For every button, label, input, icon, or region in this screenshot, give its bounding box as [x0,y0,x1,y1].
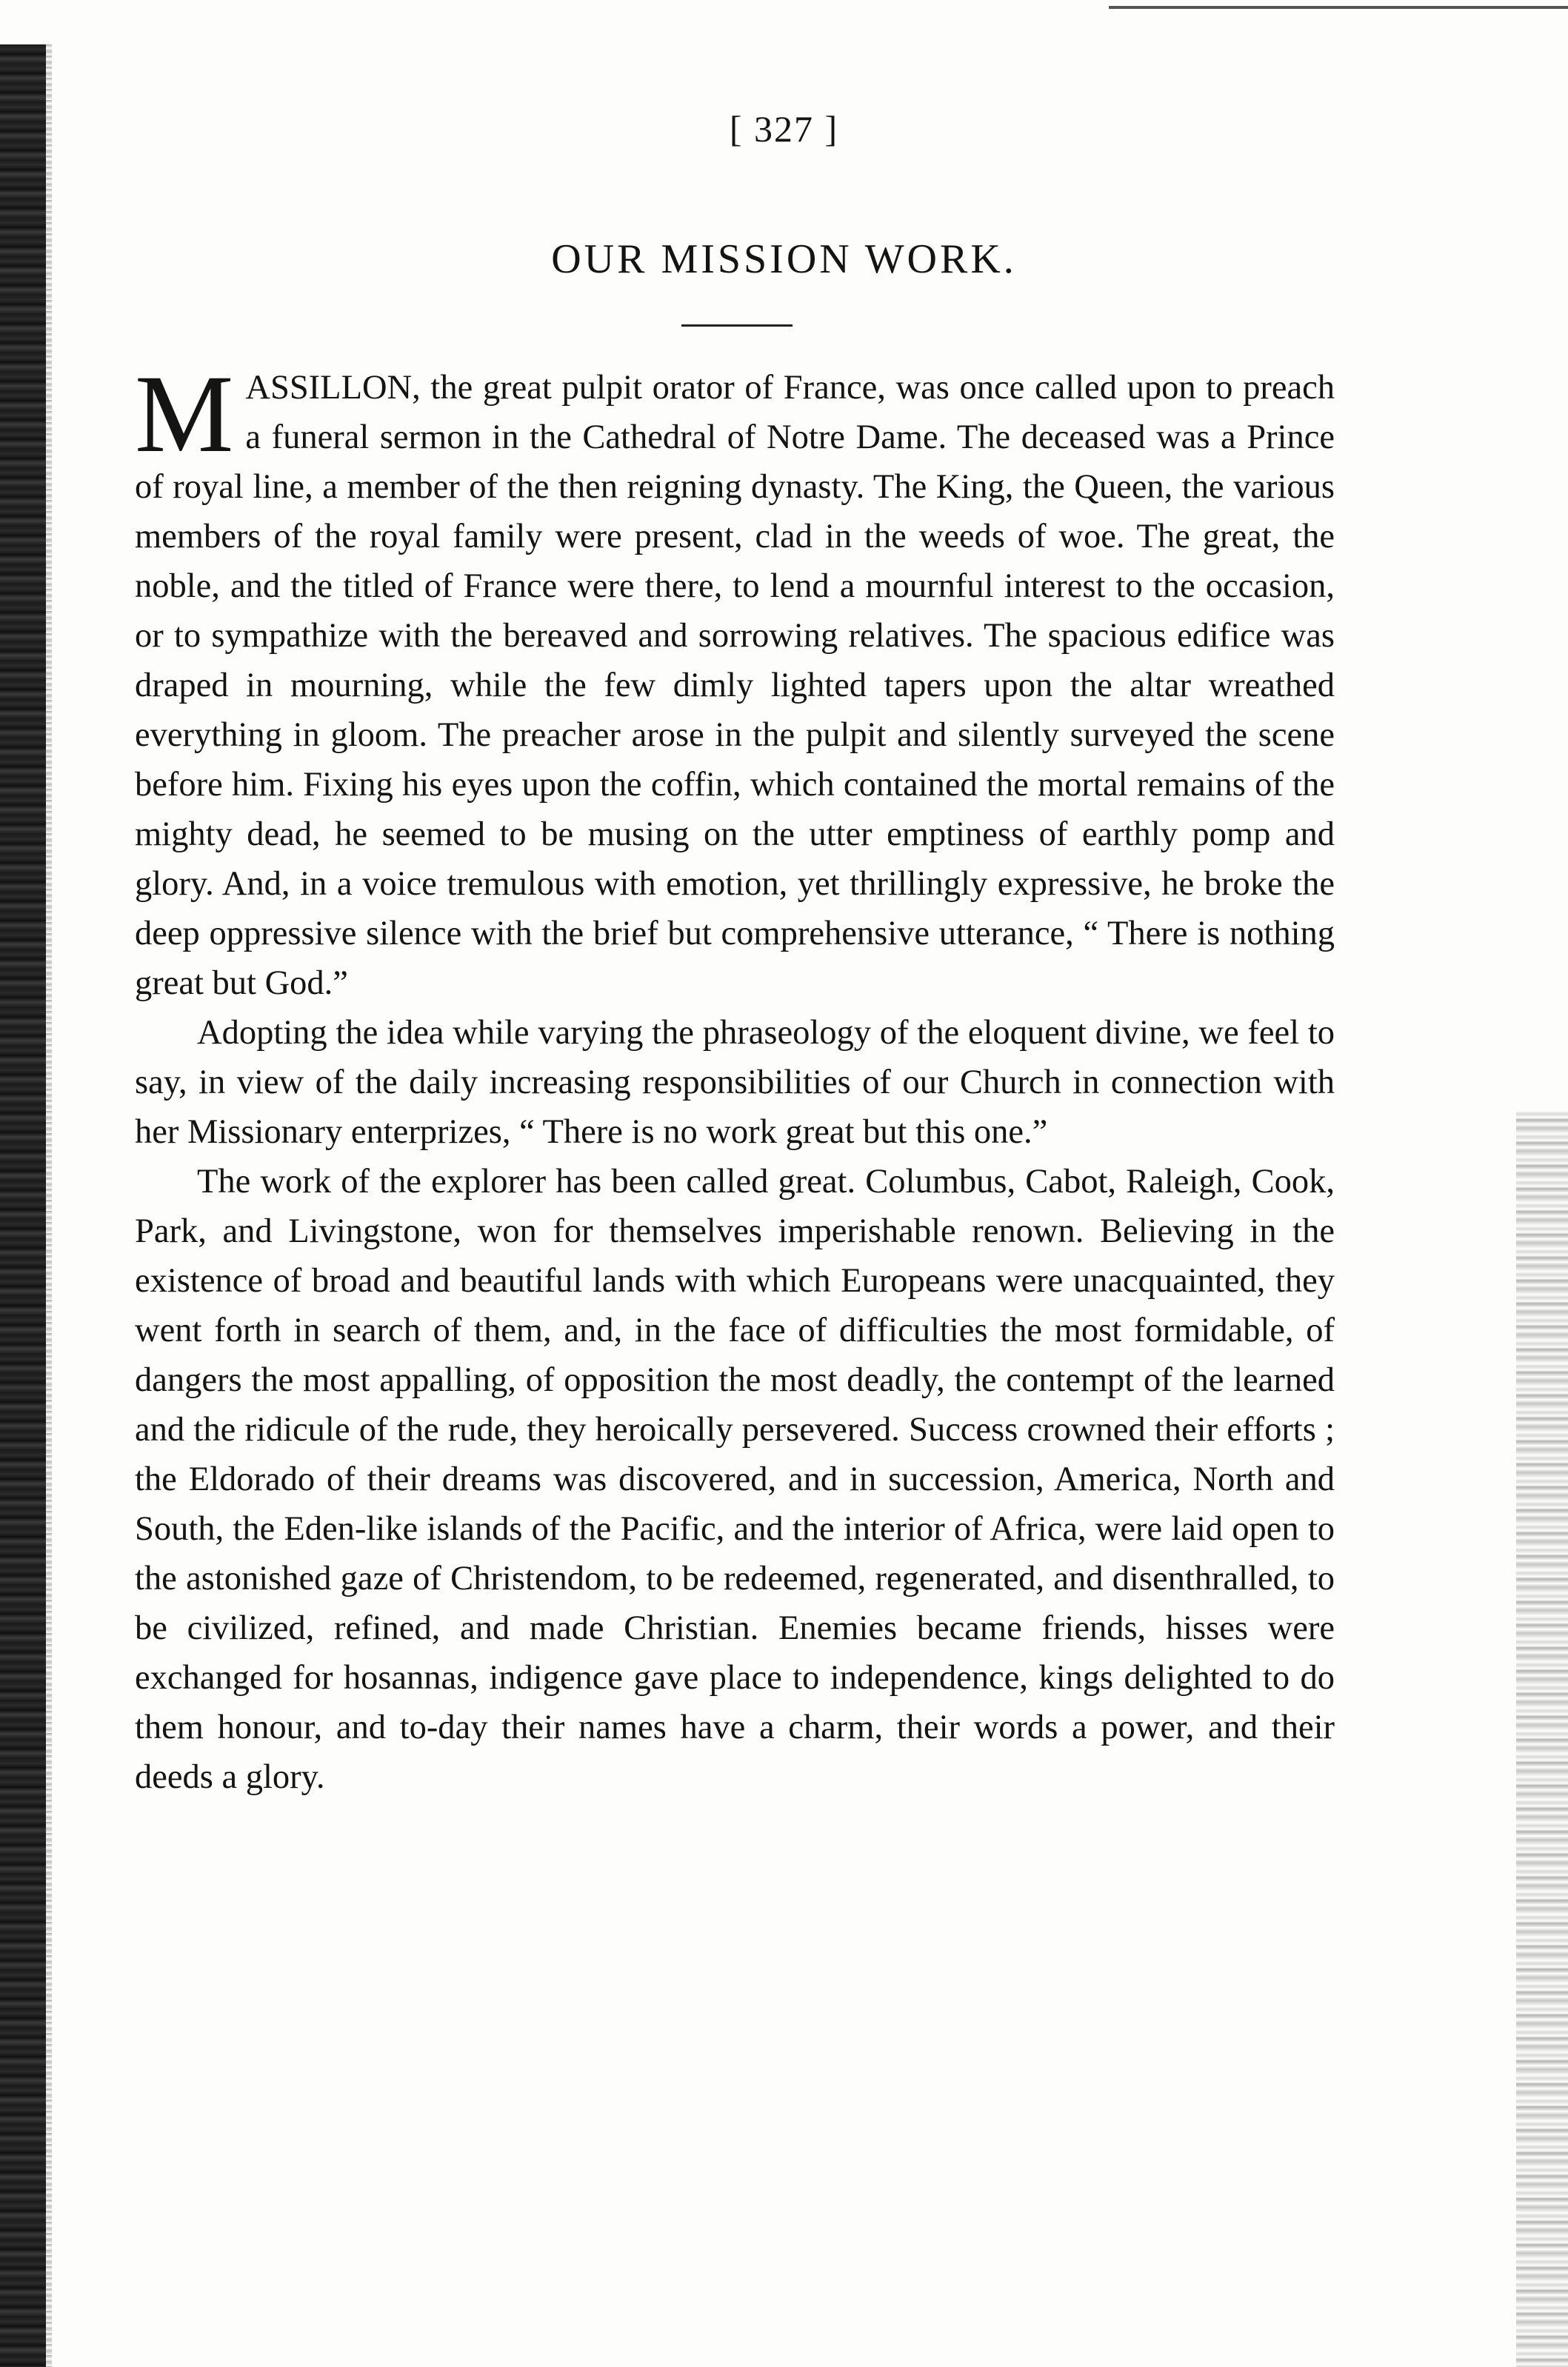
top-edge-line [1109,6,1568,9]
title-divider [681,324,793,327]
paragraph-1-text: ASSILLON, the great pulpit orator of France, was once called upon to preach a funeral sermon in the Cathedral of Notre Dame. The deceased was a Prince of royal line, a member of the then reigning dynasty. The King, the Queen, the various members of the royal family were present, clad in the weeds of woe. The great, the noble, and the titled of France were there, to lend a mournful interest to the occasion, or to sympathize with the bereaved and sorrowing relatives. The spacious edifice was draped in mourning, while the few dimly lighted tapers upon the altar wreathed everything in gloom. The preacher arose in the pulpit and silently surveyed the scene before him. Fixing his eyes upon the coffin, which contained the mortal remains of the mighty dead, he seemed to be musing on the utter emptiness of earthly pomp and glory. And, in a voice tremulous with emotion, yet thrillingly expressive, he broke the deep oppressive silence with the brief but comprehensive utterance, “ There is nothing great but God.” [135,369,1335,1002]
article-title: OUR MISSION WORK. [551,236,1017,282]
drop-cap: M [135,353,234,475]
book-binding-edge [0,44,46,2367]
page-number: [ 327 ] [729,108,839,150]
page-edge-speckle [1516,1111,1568,2367]
article-body [135,353,1335,1802]
paragraph-2: Adopting the idea while varying the phraseology of the eloquent divine, we feel to say, in view of the daily increasing responsibilities of our Church in connection with her Missionary enterprizes, “ There is no work great but this one.” [135,1014,1335,1151]
paragraph-1 [135,353,1335,1008]
paragraph-3: The work of the explorer has been called great. Columbus, Cabot, Raleigh, Cook, Park, and Livingstone, won for themselves imperishable renown. Believing in the existence of broad and beautiful lands with which Europeans were unacquainted, they went forth in search of them, and, in the face of difficulties the most formidable, of dangers the most appalling, of opposition the most deadly, the contempt of the learned and the ridicule of the rude, they heroically persevered. Success crowned their efforts ; the Eldorado of their dreams was discovered, and in succession, America, North and South, the Eden-like islands of the Pacific, and the interior of Africa, were laid open to the astonished gaze of Christendom, to be redeemed, regenerated, and disenthralled, to be civilized, refined, and made Christian. Enemies became friends, hisses were exchanged for hosannas, indigence gave place to independence, kings delighted to do them honour, and to-day their names have a charm, their words a power, and their deeds a glory. [135,1163,1335,1796]
